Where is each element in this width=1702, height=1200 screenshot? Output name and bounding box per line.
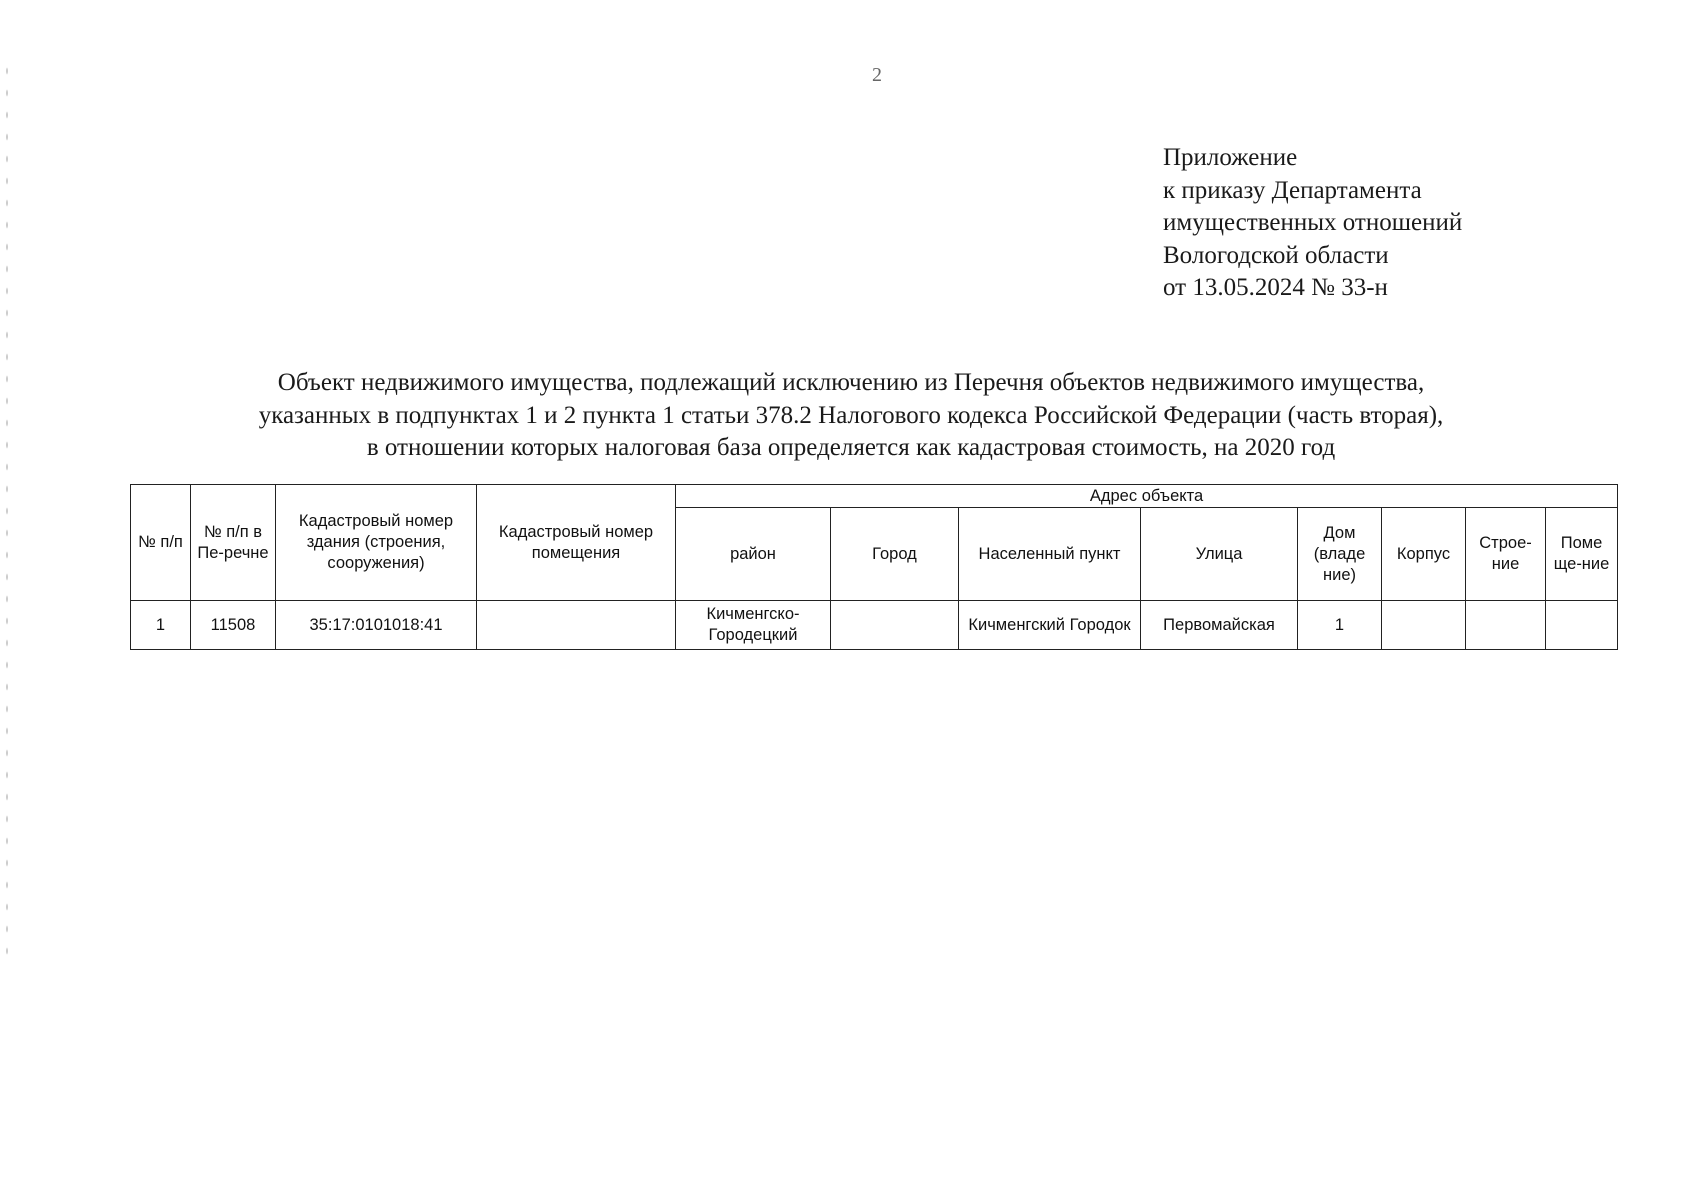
header-street: Улица [1141,508,1298,601]
cell-room [1546,601,1618,650]
document-title [150,367,1552,465]
table-header-row [131,485,1618,508]
title-line: в отношении которых налоговая база определяется как кадастровая стоимость, на 2020 год [366,434,1336,461]
cell-num: 1 [131,601,191,650]
property-table [130,484,1618,650]
cell-korpus [1382,601,1466,650]
page-number: 2 [872,64,882,86]
table-row [131,601,1618,650]
appendix-line: от 13.05.2024 № 33-н [1163,274,1388,301]
cell-district: Кичменгско-Городецкий [676,601,831,650]
cell-city [831,601,959,650]
header-house: Дом (владе ние) [1298,508,1382,601]
appendix-line: Вологодской области [1163,241,1389,269]
header-building-cadastral: Кадастровый номер здания (строения, сооружения) [276,485,477,601]
header-korpus: Корпус [1382,508,1466,601]
cell-list-num: 11508 [191,601,276,650]
cell-settlement: Кичменгский Городок [959,601,1141,650]
header-room-cadastral: Кадастровый номер помещения [477,485,676,601]
header-settlement: Населенный пункт [959,508,1141,601]
header-building: Строе-ние [1466,508,1546,601]
header-list-num: № п/п в Пе-речне [191,485,276,601]
header-city: Город [831,508,959,601]
header-num: № п/п [131,485,191,601]
appendix-line: Приложение [1163,144,1298,171]
cell-street: Первомайская [1141,601,1298,650]
title-line: Объект недвижимого имущества, подлежащий исключению из Перечня объектов недвижимого имущества, [277,369,1425,396]
header-address-group: Адрес объекта [676,485,1618,508]
cell-room-cadastral [477,601,676,650]
cell-house: 1 [1298,601,1382,650]
appendix-line: к приказу Департамента [1163,176,1422,204]
scan-edge-noise [4,60,10,960]
header-room: Поме ще-ние [1546,508,1618,601]
title-line: указанных в подпунктах 1 и 2 пункта 1 статьи 378.2 Налогового кодекса Российской Федерации (часть вторая), [258,401,1444,429]
cell-building [1466,601,1546,650]
header-district: район [676,508,831,601]
appendix-block [1163,142,1663,305]
appendix-line: имущественных отношений [1163,209,1463,236]
cell-building-cadastral: 35:17:0101018:41 [276,601,477,650]
